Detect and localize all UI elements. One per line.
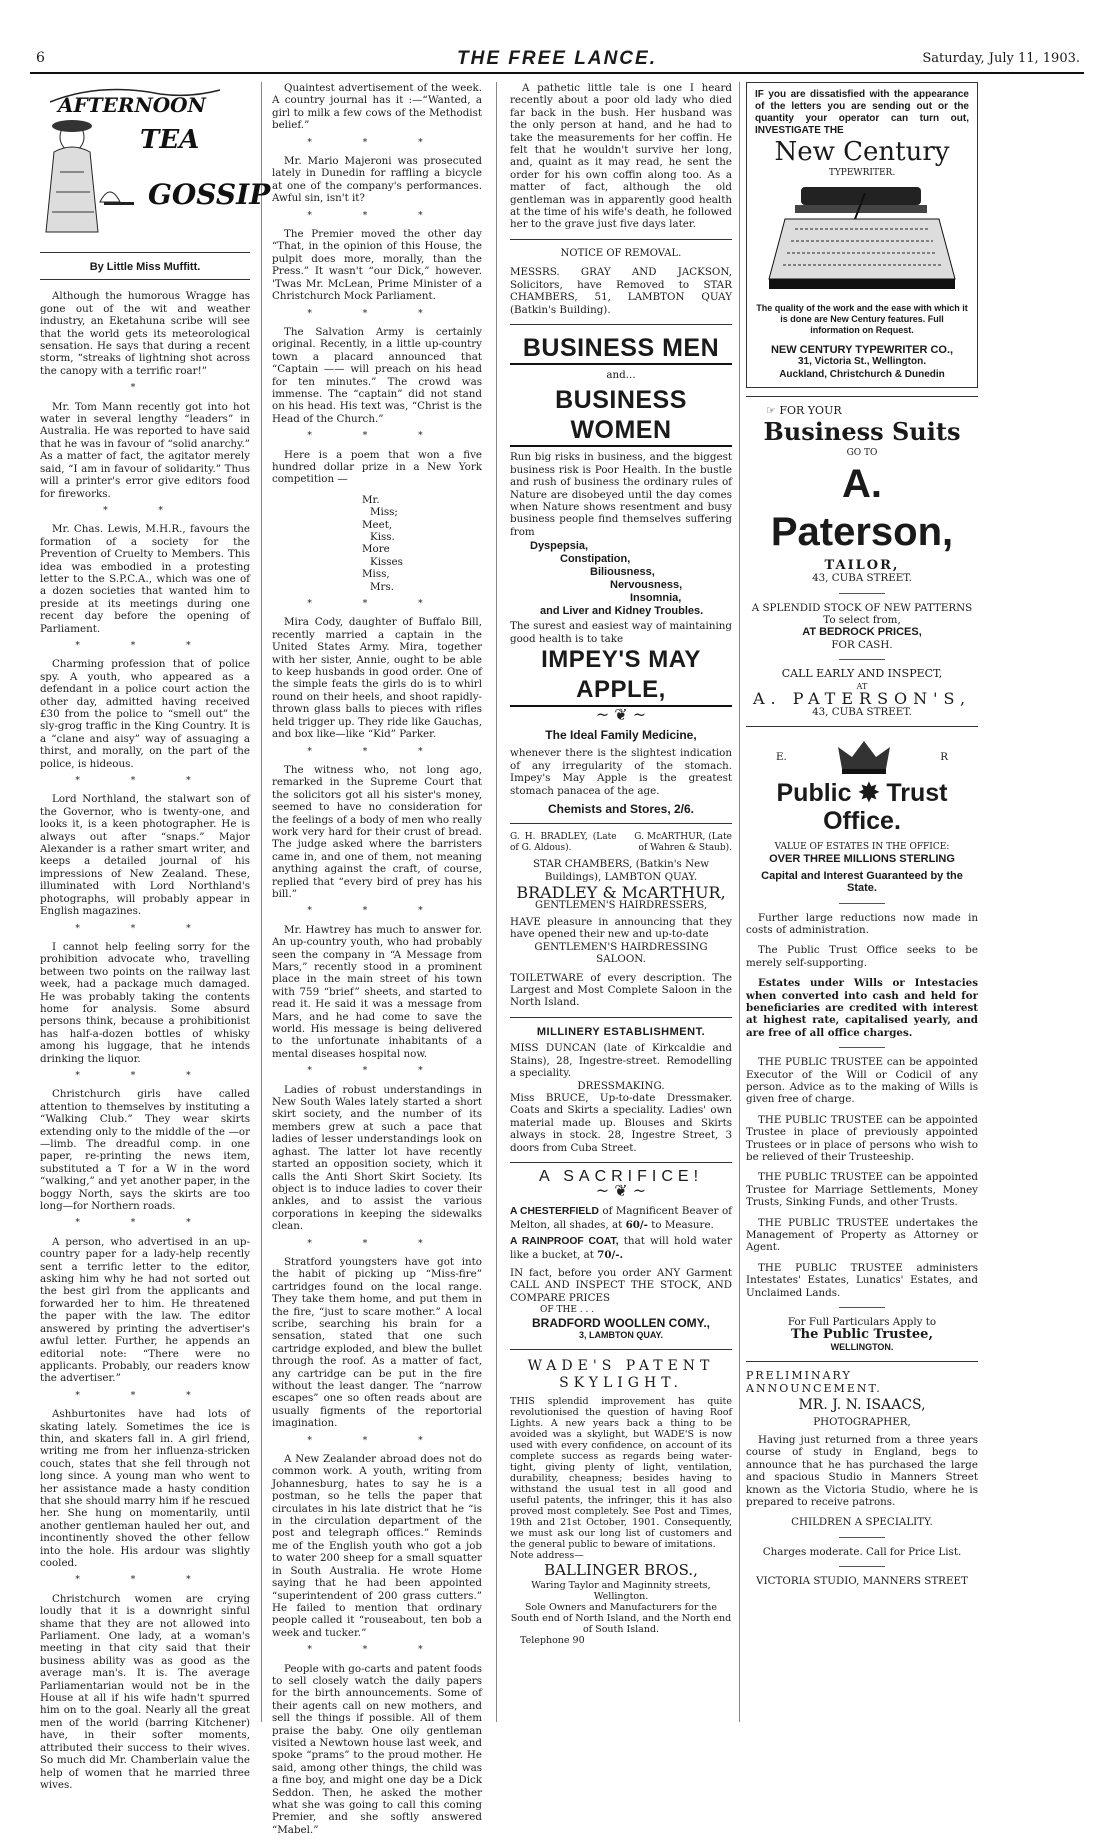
of-the: OF THE . . .: [540, 1305, 595, 1316]
impey-heading: IMPEY'S MAY APPLE,: [510, 645, 732, 707]
ornament-icon: ~ ❦ ~: [595, 704, 647, 724]
new-century-subtitle: TYPEWRITER.: [828, 168, 896, 178]
business-ad-text-2: The surest and easiest way of maintaining good health is to take: [510, 620, 732, 645]
public-trust-paragraph: The Public Trust Office seeks to be merely self-supporting.: [746, 944, 978, 969]
crest-letter-e: E.: [776, 750, 787, 763]
separator-stars: * * *: [307, 137, 447, 148]
separator-stars: * * *: [75, 1390, 215, 1401]
crest-letter-r: R: [940, 750, 948, 763]
gossip-paragraph: Ashburtonites have had lots of skating lately. Sometimes the ice is thin, and skaters fall in. A girl friend, writing me from her influenza-stricken couch, states that she fell through not long since. A young man who went to her assistance made a hasty condition that she should marry him if he rescued her. She hung on momentarily, until another gentleman hauled her out, and incontinently shoved the other fellow into the hole. His ardour was slightly cooled.: [40, 1408, 250, 1569]
gossip-paragraph: People with go-carts and patent foods to sell closely watch the daily papers for the birth announcements. Some of their agents call on new mothers, and sell the things if possible. All of them praise the baby. One oily gentleman visited a Newtown house last week, and spoke “prams” to the proud mother. He said, among other things, the child was a fine boy, and might one day be a Dick Seddon. Then, he asked the mother what she was going to call this coming Premier, and she softly answered “Mabel.”: [272, 1662, 482, 1836]
divider: [510, 324, 732, 325]
new-century-cities: Auckland, Christchurch & Dunedin: [779, 368, 945, 380]
public-trust-paragraph: THE PUBLIC TRUSTEE undertakes the Management of Property as Attorney or Agent.: [746, 1216, 978, 1254]
gossip-paragraph: Mr. Tom Mann recently got into hot water in several lengthy “leaders” in Australia. He was reported to have said that he was in favour of “solid anarchy.” As a matter of fact, the agitator merely said, “I am in favour of solidarity.” Thus will a printer's error give editors food for fireworks.: [40, 400, 250, 500]
separator-stars: *: [130, 383, 160, 394]
poem: [272, 494, 482, 593]
cartoon-word-1: AFTERNOON: [58, 93, 206, 117]
raincoat-desc: that will hold water like a bucket, at: [510, 1235, 733, 1261]
bradford-woollen: BRADFORD WOOLLEN COMY.,: [532, 1315, 710, 1330]
ailment-list: [510, 540, 732, 618]
chesterfield-desc: of Magnificent Beaver of Melton, all shades, at: [510, 1205, 732, 1231]
bradley-subtitle: GENTLEMEN'S HAIRDRESSERS,: [534, 899, 707, 911]
crown-icon: [834, 737, 894, 777]
cartoon-afternoon-tea: [40, 82, 271, 253]
partner-mcarthur: G. McARTHUR, (Late of Wahren & Staub).: [634, 832, 732, 854]
gossip-paragraph: Here is a poem that won a five hundred dollar prize in a New York competition —: [272, 448, 482, 486]
removal-heading: NOTICE OF REMOVAL.: [560, 247, 682, 259]
divider: [839, 1047, 885, 1048]
ailment-item: Nervousness,: [610, 579, 683, 592]
ballinger-sole: Sole Owners and Manufacturers for the South end of North Island, and the North end of South Island.: [510, 1601, 732, 1635]
gossip-paragraph: A pathetic little tale is one I heard recently about a poor old lady who died far back in the bush. Her husband was the only person at hand, and he had to take the measurements for her coffin. He felt that he wouldn't survive her long, and, quaint as it may read, he sent the order for his own coffin along too. As a matter of fact, although the old gentleman was in apparently good health at the time of his wife's death, he followed her to the grave just five days later.: [510, 82, 732, 231]
column-gossip-continued: [272, 82, 482, 1844]
gossip-paragraph: The Premier moved the other day “That, in the opinion of this House, the pulpit does more, morally, than the Press.” It wasn't “our Dick,” however. 'Twas Mr. McLean, Prime Minister of a Christchurch Mock Parliament.: [272, 228, 482, 303]
wade-text: THIS splendid improvement has quite revolutionised the question of having Roof Lights. A new years back a thing to be avoided was a skylight, but WADE'S is now used with every confidence, on account of its complete success as regards being water-tight, giving plenty of light, ventilation, durability, cheapness; besides having to withstand the usual test in all good and useful patents, the infringer, this it has also proved most completely. See Post and Times, 19th and 21st October, 1901. Consequently, we must ask our long list of customers and the general public to beware of imitations.: [510, 1396, 732, 1551]
gossip-paragraph: The Salvation Army is certainly original. Recently, in a little up-country town a placard announced that “Captain —— will preach on his head for ten minutes.” The crowd was immense. The “captain” did not stand on his head. His text was, “Christ is the Head of the Church.”: [272, 325, 482, 425]
column-divider: [739, 82, 740, 1722]
divider: [839, 1537, 885, 1538]
for-your-label: FOR YOUR: [779, 404, 842, 418]
ailment-item: Dyspepsia,: [530, 540, 589, 553]
public-trust-paragraph: THE PUBLIC TRUSTEE can be appointed Executor of the Will or Codicil of any person. Advice as to the making of Wills is given free of charge.: [746, 1056, 978, 1106]
business-men-heading: BUSINESS MEN: [510, 333, 732, 365]
poem-line: Mrs.: [370, 580, 395, 593]
royal-crest: [746, 735, 978, 779]
for-cash: FOR CASH.: [831, 638, 893, 651]
cuba-street-2: 43, CUBA STREET.: [812, 705, 912, 718]
millinery-text: MISS DUNCAN (late of Kirkcaldie and Stains), 28, Ingestre-street. Remodelling a speciality.: [510, 1042, 732, 1080]
poem-line: More: [362, 543, 390, 556]
separator-stars: * * *: [75, 1070, 215, 1081]
millinery-text-2: Miss BRUCE, Up-to-date Dressmaker. Coats and Skirts a speciality. Ladies' own material made up. Blouses and Skirts always in stock. 28, Ingestre Street, 3 doors from Cuba Street.: [510, 1091, 732, 1154]
at: AT: [856, 681, 868, 691]
bradley-saloon: GENTLEMEN'S HAIRDRESSING SALOON.: [534, 940, 708, 966]
public-trust-paragraph: THE PUBLIC TRUSTEE can be appointed Trustee in place of previously appointed Trustees or in place of persons who wish to be relieved of their Trusteeship.: [746, 1113, 978, 1164]
bradford-address: 3, LAMBTON QUAY.: [578, 1330, 663, 1340]
separator-stars: * * *: [307, 1238, 447, 1249]
gossip-paragraph: Mr. Hawtrey has much to answer for. An up-country youth, who had probably seen the company in “A Message from Mars,” recently stood in a prominent place in the main street of his town with 759 “brief” sheets, and started to read it. He said it was a message from Mars, and he had come to save the world. His message is being delivered to the unfortunate inhabitants of a mental diseases hospital now.: [272, 923, 482, 1060]
column-advertisements: [510, 82, 732, 1646]
public-trust-paragraph: Further large reductions now made in costs of administration.: [746, 911, 978, 936]
ornament-icon: ~ ❦ ~: [595, 1181, 647, 1201]
gossip-paragraph: Charming profession that of police spy. A youth, who appeared as a defendant in a police court action the other day, admitted having received £30 from the police to “smell out” the sly-grog traffic in the King Country. It is a “clane and aisy” way of assuaging a thirst, and morally, on the part of the police, is hideous.: [40, 658, 250, 770]
new-century-ad: [746, 82, 978, 388]
poem-line: Meet,: [362, 518, 393, 531]
cartoon-illustration: [40, 82, 271, 250]
separator-stars: * * *: [307, 1645, 447, 1656]
divider: [839, 593, 885, 594]
divider: [839, 659, 885, 660]
wade-heading: WADE'S PATENT SKYLIGHT.: [527, 1358, 715, 1392]
cartoon-word-2: TEA: [140, 125, 200, 155]
photographer: PHOTOGRAPHER,: [813, 1415, 911, 1428]
note-address: Note address—: [510, 1550, 584, 1562]
column-divider: [261, 82, 262, 1722]
millinery-heading: MILLINERY ESTABLISHMENT.: [536, 1025, 706, 1038]
business-women-heading: BUSINESS WOMEN: [510, 385, 732, 447]
new-century-quality: The quality of the work and the ease with which it is done are New Century features. Full information on Request.: [756, 302, 968, 335]
gossip-paragraph: Mira Cody, daughter of Buffalo Bill, recently married a captain in the United States Army. Mira, together with her sister, Annie, ought to be able to keep husbands in good order. One of the simple feats the girls do is to whirl round on their heels, and shoot rapidly-thrown glass balls to pieces with rifles held trigger up. They ride like Gauchas, and box like—like “Kid” Parker.: [272, 616, 482, 741]
column-gossip: [40, 82, 271, 1799]
gossip-paragraph: A person, who advertised in an up-country paper for a lady-help recently sent a terrific letter to the editor, asking him why he had not sorted out the best girl from the applicants and forwarded her to him. He threatened the paper with the law. The editor answered by printing the advertiser's awful letter. Further, he appends an editorial note: “There were no applicants. Probably, our readers know the advertiser.”: [40, 1235, 250, 1385]
separator-stars: * *: [103, 505, 187, 516]
separator-stars: * * *: [307, 599, 447, 610]
ideal-medicine-heading: The Ideal Family Medicine,: [545, 727, 697, 742]
business-ad-text: Run big risks in business, and the biggest business risk is Poor Health. In the bustle and rush of business the ordinary rules of Nature are disobeyed until the day comes when Nature shows resentment and busy business people find themselves suffering from: [510, 451, 732, 538]
public-trust-office: Office.: [823, 806, 901, 835]
isaacs-text: Having just returned from a three years course of study in England, begs to announce that he has purchased the large and spacious Studio in Manners Street known as the Victoria Studio, where he is prepared to receive patrons.: [746, 1433, 978, 1508]
business-suits: Business Suits: [763, 417, 961, 447]
newspaper-title: THE FREE LANCE.: [457, 48, 657, 69]
telephone: Telephone 90: [520, 1634, 585, 1646]
for-your: [746, 405, 978, 417]
pointing-hand-icon: ☞: [766, 404, 780, 418]
separator-stars: * * *: [75, 1575, 215, 1586]
divider: [510, 823, 732, 824]
public-trust-paragraph: THE PUBLIC TRUSTEE administers Intestates' Estates, Lunatics' Estates, and Unclaimed Lands.: [746, 1261, 978, 1299]
ailment-item: and Liver and Kidney Troubles.: [540, 605, 704, 618]
separator-stars: * * *: [307, 431, 447, 442]
and-text: and...: [606, 368, 636, 381]
bradley-partners: [510, 832, 732, 854]
ballinger-name: BALLINGER BROS.,: [544, 1561, 698, 1580]
byline: By Little Miss Muffitt.: [40, 261, 250, 280]
divider: [839, 1307, 885, 1308]
public-trustee: The Public Trustee,: [791, 1326, 933, 1342]
to-select: To select from,: [823, 614, 901, 627]
chesterfield-label: A CHESTERFIELD: [510, 1206, 599, 1218]
victoria-studio: VICTORIA STUDIO, MANNERS STREET: [756, 1575, 968, 1588]
masthead: [30, 50, 1084, 74]
raincoat-price: 70/-.: [597, 1248, 624, 1261]
preliminary-announcement: PRELIMINARY ANNOUNCEMENT.: [746, 1369, 882, 1395]
bradley-title: BRADLEY & McARTHUR,: [516, 883, 726, 903]
poem-line: Miss;: [370, 506, 398, 519]
toiletware-text: TOILETWARE of every description. The Largest and Most Complete Saloon in the North Island.: [510, 971, 732, 1009]
ballinger-address: Waring Taylor and Maginnity streets, Wellington.: [531, 1579, 711, 1602]
separator-stars: * * *: [307, 308, 447, 319]
gossip-paragraph: Christchurch women are crying loudly that it is a downright sinful shame that they are not allowed into Parliament. One lady, at a woman's meeting in that city said that their business ability was as good as the average man's. It is. The average Parliamentarian would not be in the House at all if his wife hadn't spurred him on to the goal. Nearly all the great men of the world (barring Kitchener) have, in their softer moments, attributed their success to their wives. So much did Mr. Chamberlain value the help of women that he married three wives.: [40, 1592, 250, 1791]
chesterfield-price: 60/-: [625, 1218, 648, 1231]
gossip-paragraph: A New Zealander abroad does not do common work. A youth, writing from Johannesburg, hates to say he is a postman, so he tells the paper that circulates in his late district that he “is in the circulation department of the post and telegraph offices.” Reminds me of the English youth who got a job to water 200 sheep for a small squatter in South Australia. He wrote Home saying that he had been appointed “superintendent of 200 grass cutters.” He failed to mention that ordinary people called it “rouseabout, ten bob a week and tucker.”: [272, 1453, 482, 1639]
dressmaking-heading: DRESSMAKING.: [577, 1079, 665, 1092]
partner-bradley: G. H. BRADLEY, (Late of G. Aldous).: [510, 832, 617, 854]
public-trust-paragraph: THE PUBLIC TRUSTEE can be appointed Trustee for Marriage Settlements, Money Trusts, Sinking Funds, and other Trusts.: [746, 1171, 978, 1209]
call-early: CALL EARLY AND INSPECT,: [781, 667, 943, 681]
separator-stars: * * *: [75, 923, 215, 934]
full-particulars: For Full Particulars Apply to: [787, 1316, 937, 1329]
separator-stars: * * *: [75, 776, 215, 787]
raincoat-offer: [510, 1235, 732, 1261]
new-century-address: 31, Victoria St., Wellington.: [798, 356, 926, 368]
charges-moderate: Charges moderate. Call for Price List.: [762, 1545, 962, 1558]
removal-notice: MESSRS. GRAY AND JACKSON, Solicitors, have Removed to STAR CHAMBERS, 51, LAMBTON QUAY (Batkin's Building).: [510, 266, 732, 316]
three-millions: OVER THREE MILLIONS STERLING: [769, 853, 955, 866]
capital-guaranteed: Capital and Interest Guaranteed by the State.: [761, 869, 963, 895]
divider: [510, 239, 732, 240]
chesterfield-measure: to Measure.: [647, 1218, 714, 1231]
divider: [510, 1349, 732, 1350]
bradley-text: HAVE pleasure in announcing that they have opened their new and up-to-date: [510, 916, 732, 941]
value-of-estates: VALUE OF ESTATES IN THE OFFICE:: [774, 841, 950, 852]
garment-text: IN fact, before you order ANY Garment CALL AND INSPECT THE STOCK, AND COMPARE PRICES: [510, 1266, 732, 1304]
wellington: WELLINGTON.: [830, 1341, 894, 1352]
star-chambers-address: STAR CHAMBERS, (Batkin's New Buildings), LAMBTON QUAY.: [532, 858, 710, 883]
gossip-paragraph: Although the humorous Wragge has gone out of the wit and weather industry, an Eketahuna scribe will see that the world gets its meteorological sensation. He says that during a recent storm, “streaks of lightning shot across the canopy with a terrific roar!”: [40, 290, 250, 377]
ailment-item: Insomnia,: [630, 592, 682, 605]
raincoat-label: A RAINPROOF COAT,: [510, 1236, 619, 1248]
divider: [746, 1361, 978, 1362]
separator-stars: * * *: [307, 1435, 447, 1446]
separator-stars: * * *: [307, 210, 447, 221]
gossip-paragraph: I cannot help feeling sorry for the prohibition advocate who, travelling between two points on the railway last week, had a package much damaged. He was probably taking the contents home for analysis. Some absurd persons think, because a prohibitionist has half-a-dozen bottles of whisky among his luggage, that he intends drinking the liquor.: [40, 940, 250, 1065]
chemists-line: Chemists and Stores, 2/6.: [547, 802, 695, 816]
gossip-paragraph: Mr. Chas. Lewis, M.H.R., favours the formation of a society for the Prevention of Cruelty to Members. This idea was embodied in a protesting letter to the S.P.C.A., which was one of a dozen societies that wanted him to preside at its meetings during one recent day before the opening of Parliament.: [40, 523, 250, 635]
go-to: GO TO: [846, 448, 878, 459]
cuba-street: 43, CUBA STREET.: [812, 572, 912, 585]
separator-stars: * * *: [307, 1066, 447, 1077]
bedrock-prices: AT BEDROCK PRICES,: [802, 626, 922, 639]
divider: [839, 1566, 885, 1567]
separator-stars: * * *: [307, 746, 447, 757]
divider: [510, 1162, 732, 1163]
chesterfield-offer: [510, 1205, 732, 1231]
divider: [746, 396, 978, 397]
paterson-name: A. Paterson,: [770, 461, 954, 554]
column-right-ads: [746, 82, 978, 1588]
public-trust-title: Public ✸ Trust: [776, 778, 948, 807]
divider: [510, 1017, 732, 1018]
poem-line: Miss,: [362, 568, 390, 581]
gossip-paragraph: The witness who, not long ago, remarked in the Supreme Court that the solicitors got all his sister's money, seemed to have no consideration for the feelings of a body of men who really work very hard for their crust of bread. The judge asked where the barristers came in, and one of them, not meaning anything against the craft, of course, replied that “every bird of prey has his bill.”: [272, 763, 482, 900]
ideal-medicine-text: whenever there is the slightest indication of any irregularity of the stomach. Impey's May Apple is the greatest stomach panacea of the age.: [510, 747, 732, 797]
isaacs-name: MR. J. N. ISAACS,: [798, 1397, 926, 1414]
typewriter-illustration: [755, 179, 969, 299]
poem-line: Kisses: [370, 555, 403, 568]
gossip-paragraph: Quaintest advertisement of the week. A country journal has it :—“Wanted, a girl to milk a few cows of the Methodist belief.”: [272, 82, 482, 132]
gossip-paragraph: Ladies of robust understandings in New South Wales lately started a short skirt society, and the number of its members grew at such a pace that ladies of lesser understandings look on aghast. The latter lot have recently started an opposition society, which it calls the Anti Short Skirt Society. Its object is to induce ladies to cover their ankles, and to assist the various corporations in keeping the sidewalks clean.: [272, 1083, 482, 1233]
poem-line: Kiss.: [370, 531, 395, 543]
new-century-title: New Century: [774, 137, 950, 167]
issue-date: Saturday, July 11, 1903.: [922, 51, 1080, 66]
children-speciality: CHILDREN A SPECIALITY.: [791, 1516, 933, 1529]
gossip-paragraph: Christchurch girls have called attention to themselves by instituting a “Walking Club.” They wear skirts extending only to the middle of the —or—limb. The dreadful comp. in one paper, re-printing the news item, substituted a T for a W in the word “walking,” and yet another paper, in the boggy North, says the skirts are too long—for Northern roads.: [40, 1088, 250, 1213]
new-century-company: NEW CENTURY TYPEWRITER CO.,: [770, 343, 954, 356]
column-divider: [496, 82, 497, 1722]
poem-line: Mr.: [362, 493, 380, 506]
ailment-item: Biliousness,: [590, 566, 655, 579]
patersons: A. PATERSON'S,: [752, 689, 972, 709]
sacrifice-heading: A SACRIFICE!: [538, 1167, 704, 1185]
divider: [839, 903, 885, 904]
new-century-intro: IF you are dissatisfied with the appearance of the letters you are sending out or the quantity your operator can turn out, INVESTIGATE THE: [755, 89, 969, 136]
separator-stars: * * *: [75, 1218, 215, 1229]
page-number: 6: [36, 50, 45, 66]
cartoon-word-3: GOSSIP: [148, 178, 271, 211]
gossip-paragraph: Stratford youngsters have got into the habit of picking up “Miss-fire” cartridges found on the local range. They take them home, and put them in the fire, “just to scare mother.” A local scribe, searching his brain for a sensation, stated that one such cartridge exploded, and blew the bullet through the roof. As a matter of fact, any cartridge can be put in the fire without the least danger. The “narrow escapes” one so often reads about are usually figments of the reportorial imagination.: [272, 1255, 482, 1430]
gossip-paragraph: Lord Northland, the stalwart son of the Governor, who is twenty-one, and looks it, is a keen photographer. He is always out after “snaps.” Major Alexander is a rather smart writer, and keeps a detailed journal of his impressions of New Zealand. These, illuminated with Lord Northland's photographs, will probably appear in English magazines.: [40, 793, 250, 918]
gossip-paragraph: Mr. Mario Majeroni was prosecuted lately in Dunedin for raffling a bicycle at one of the company's performances. Awful sin, isn't it?: [272, 155, 482, 205]
separator-stars: * * *: [307, 906, 447, 917]
public-trust-paragraph: Estates under Wills or Intestacies when converted into cash and held for beneficiaries are credited with interest at highest rate, capitalised yearly, and are free of all office charges.: [746, 977, 978, 1039]
tailor: TAILOR,: [824, 557, 900, 573]
separator-stars: * * *: [75, 640, 215, 651]
splendid-stock: A SPLENDID STOCK OF NEW PATTERNS: [751, 601, 973, 614]
divider: [746, 726, 978, 727]
ailment-item: Constipation,: [560, 553, 631, 566]
